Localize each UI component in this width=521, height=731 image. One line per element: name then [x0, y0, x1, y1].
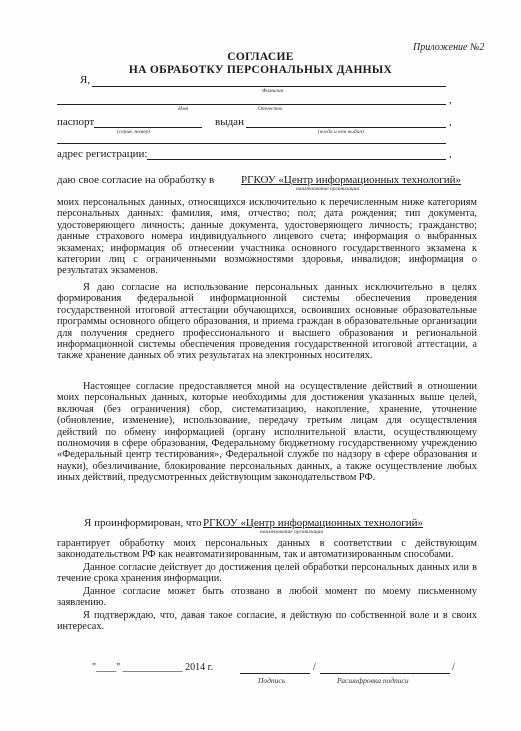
- paragraph-guarantee: гарантирует обработку моих персональных данных в соответствии с действующим законодательством РФ как неавтоматизированным, так и автоматизированным способами.: [57, 538, 477, 561]
- paragraph-duration: Данное согласие действует до достижения целей обработки персональных данных или в течение срока хранения информации.: [57, 562, 477, 585]
- paragraph-revocation: Данное согласие может быть отозвано в любой момент по моему письменному заявлению.: [57, 586, 477, 609]
- signature-field[interactable]: [240, 673, 310, 674]
- issued-by-field[interactable]: [246, 127, 446, 128]
- paragraph-purpose: Я даю согласие на использование персональных данных исключительно в целях формирования федеральной информационной системы обеспечения проведения государственной итоговой аттестации обучающихся, освоивших основные образовательные программы основного общего образования, и приема граждан в образовательные организации для получения среднего профессионального и высшего образования и региональной информационной системы обеспечения проведения государственной итоговой аттестации, а также хранение данных об этих результатах на электронных носителях.: [57, 282, 477, 362]
- informed-caption: наименование организации: [260, 529, 324, 535]
- paragraph-categories: моих персональных данных, относящихся исключительно к перечисленным ниже категориям персональных данных: фамилия, имя, отчество; пол; дата рождения; тип документа, удостоверяющего личность; данные документа, удостоверяющего личность; гражданство; данные страхового номера индивидуального лицевого счета; информация о выбранных экзаменах; информация об отнесении участника основного государственного экзамена к категории лиц с ограниченными возможностями здоровья, инвалидов; информация о результатах экзаменов.: [57, 197, 477, 277]
- signature-decode-field[interactable]: [320, 673, 450, 674]
- organization-name: РГКОУ «Центр информационных технологий»: [241, 174, 462, 186]
- signature-caption: Подпись: [258, 676, 286, 685]
- paragraph-actions: Настоящее согласие предоставляется мной на осуществление действий в отношении моих персональных данных, которые необходимы для достижения указанных выше целей, включая (без ограничения) сбор, систематизацию, накопление, хранение, уточнение (обновление, изменение), использование, передачу третьим лицам для осуществления действий по обмену информацией (органу исполнительной власти, осуществляющему полномочия в сфере образования, Федеральному бюджетному государственному учреждению «Федеральный центр тестирования», Федеральной службе по надзору в сфере образования и науки), обезличивание, блокирование персональных данных, а также осуществление любых иных действий, предусмотренных действующим законодательством РФ.: [57, 381, 477, 484]
- patronymic-caption: Отчество: [258, 106, 283, 112]
- comma-text-3: ,: [449, 148, 452, 160]
- surname-field[interactable]: [92, 86, 446, 87]
- i-label: Я,: [80, 74, 91, 86]
- passport-number-field[interactable]: [94, 127, 202, 128]
- issuer-caption: (когда и кем выдан): [318, 129, 364, 135]
- document-title-line2: НА ОБРАБОТКУ ПЕРСОНАЛЬНЫХ ДАННЫХ: [128, 64, 393, 76]
- informed-organization: РГКОУ «Центр информационных технологий»: [203, 517, 424, 529]
- passport-continue-field[interactable]: [57, 143, 446, 144]
- slash-separator: /: [313, 662, 316, 673]
- paragraph-confirmation: Я подтверждаю, что, давая такое согласие, я действую по собственной воле и в своих интересах.: [57, 610, 477, 633]
- name-patronymic-field[interactable]: [57, 104, 446, 105]
- decode-caption: Расшифровка подписи: [337, 676, 409, 685]
- name-caption: Имя: [178, 106, 189, 112]
- date-field: "____" ____________ 2014 г.: [92, 662, 214, 673]
- issued-label: выдан: [215, 116, 244, 128]
- passport-label: паспорт: [57, 116, 95, 128]
- consent-prefix: даю свое согласие на обработку в: [57, 174, 215, 186]
- passport-series-caption: (серия, номер): [117, 129, 151, 135]
- informed-prefix: Я проинформирован, что: [84, 517, 202, 529]
- organization-caption: наименование организации: [296, 186, 360, 192]
- comma-text: ,: [449, 94, 452, 106]
- surname-caption: Фамилия: [262, 88, 284, 94]
- document-title-line1: СОГЛАСИЕ: [227, 51, 294, 63]
- address-label: адрес регистрации:: [57, 148, 148, 160]
- appendix-number: Приложение №2: [413, 42, 485, 53]
- comma-text-2: ,: [449, 116, 452, 128]
- slash-separator-2: /: [452, 662, 455, 673]
- address-field[interactable]: [147, 159, 446, 160]
